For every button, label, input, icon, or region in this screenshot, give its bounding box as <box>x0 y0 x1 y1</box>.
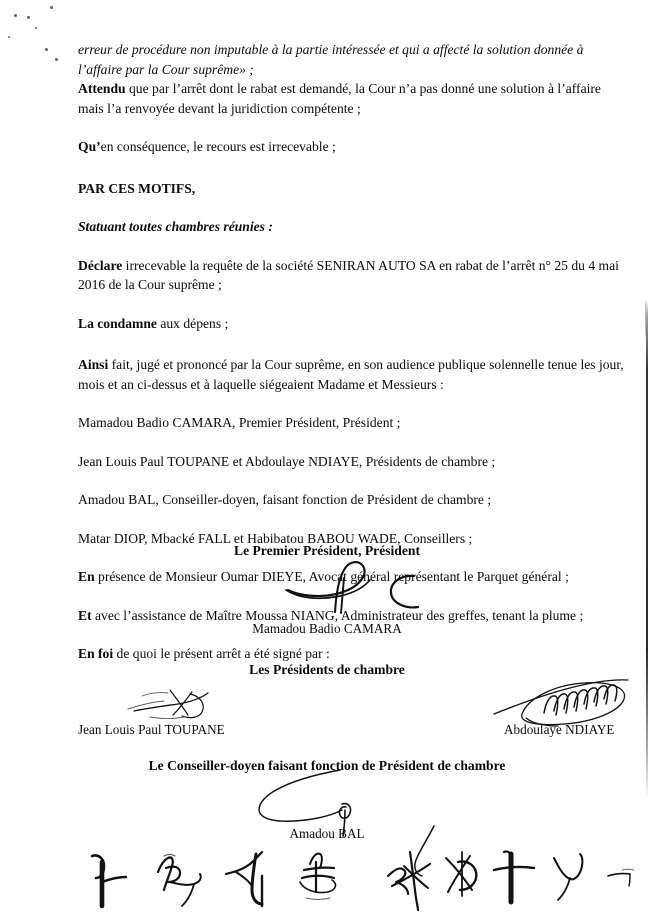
paragraph-consequence <box>78 137 624 157</box>
member-line: Jean Louis Paul TOUPANE et Abdoulaye NDIAYE, Présidents de chambre ; <box>78 453 496 469</box>
scan-speck <box>50 6 53 9</box>
paragraph-declare-text: irrecevable la requête de la société SENIRAN AUTO SA en rabat de l’arrêt n° 25 du 4 mai 2016 de la Cour suprême ; <box>78 257 619 292</box>
paragraph-consequence-text: en conséquence, le recours est irrecevable ; <box>100 139 336 154</box>
paragraph-attendu <box>78 79 624 118</box>
paragraph-attendu-lead: Attendu <box>78 81 126 96</box>
initial-mark <box>82 852 134 908</box>
member-line: Mamadou Badio CAMARA, Premier Président, Président ; <box>78 415 401 430</box>
scan-speck <box>45 48 48 51</box>
paragraph-declare-lead: Déclare <box>78 257 123 273</box>
scan-speck <box>14 14 17 17</box>
initial-mark <box>548 850 592 902</box>
initial-mark <box>438 848 488 906</box>
signature-name-camara <box>0 620 654 638</box>
initial-mark <box>292 848 348 906</box>
paragraph-presence-text: présence de Monsieur Oumar DIEYE, Avocat général représentant le Parquet général ; <box>94 569 569 584</box>
initial-mark <box>382 850 440 910</box>
signature-heading-senior-counsellor: Le Conseiller-doyen faisant fonction de Président de chambre <box>148 758 506 773</box>
paragraph-assistance-text: avec l’assistance de Maître Moussa NIANG, Administrateur des greffes, tenant la plume ; <box>91 607 584 623</box>
signature-heading-first-president: Le Premier Président, Président <box>234 543 420 558</box>
signature-name-label: Mamadou Badio CAMARA <box>252 621 402 636</box>
paragraph-ainsi <box>78 355 624 394</box>
paragraph-ainsi-lead: Ainsi <box>78 357 109 372</box>
paragraph-condamne <box>78 314 624 334</box>
member-line: Amadou BAL, Conseiller-doyen, faisant fonction de Président de chambre ; <box>78 492 492 507</box>
initial-mark <box>222 850 278 908</box>
signature-mark-camara <box>278 556 458 618</box>
scan-edge-line-upper <box>645 300 646 340</box>
paragraph-presence-lead: En <box>78 569 95 584</box>
signature-name-bal <box>0 825 654 843</box>
scan-speck <box>35 27 37 29</box>
heading-statuant: Statuant toutes chambres réunies : <box>78 219 273 234</box>
member-line: Matar DIOP, Mbacké FALL et Habibatou BABOU WADE, Conseillers ; <box>78 530 473 546</box>
paragraph-consequence-lead: Qu’ <box>78 139 101 154</box>
paragraph-attendu-text: que par l’arrêt dont le rabat est demandé, la Cour n’a pas donné une solution à l’affaire mais l’a renvoyée devant la juridiction compétente ; <box>78 81 601 116</box>
paragraph-ainsi-text: fait, jugé et prononcé par la Cour suprême, en son audience publique solennelle tenue les jour, mois et an ci-dessus et à laquelle siégeaient Madame et Messieurs : <box>78 357 624 392</box>
heading-par-ces-motifs: PAR CES MOTIFS, <box>78 180 196 196</box>
paragraph-en-foi-lead: En foi <box>78 646 114 661</box>
paragraph-condamne-text: aux dépens ; <box>156 315 229 331</box>
initial-mark <box>490 848 540 906</box>
signature-name-label: Abdoulaye NDIAYE <box>504 722 615 737</box>
signature-name-label: Amadou BAL <box>289 826 365 841</box>
paragraph-declare <box>78 256 624 295</box>
scan-speck <box>8 36 10 38</box>
scan-speck <box>55 58 58 61</box>
scan-speck <box>27 16 30 19</box>
signature-name-toupane <box>78 721 225 739</box>
paragraph-quote-continuation: erreur de procédure non imputable à la partie intéressée et qui a affecté la solution donnée à l’affaire par la Cour suprême» ; <box>78 42 584 77</box>
paragraph-en-foi-text: de quoi le présent arrêt a été signé par : <box>113 646 330 661</box>
paragraph-condamne-lead: La condamne <box>78 315 157 331</box>
signature-name-ndiaye <box>504 721 615 739</box>
faint-bracket-mark <box>606 866 638 892</box>
signature-heading-chamber-presidents: Les Présidents de chambre <box>249 662 405 677</box>
initial-mark <box>150 852 208 908</box>
paragraph-assistance-lead: Et <box>78 607 92 623</box>
signature-name-label: Jean Louis Paul TOUPANE <box>78 722 225 737</box>
signature-mark-toupane <box>120 684 230 724</box>
